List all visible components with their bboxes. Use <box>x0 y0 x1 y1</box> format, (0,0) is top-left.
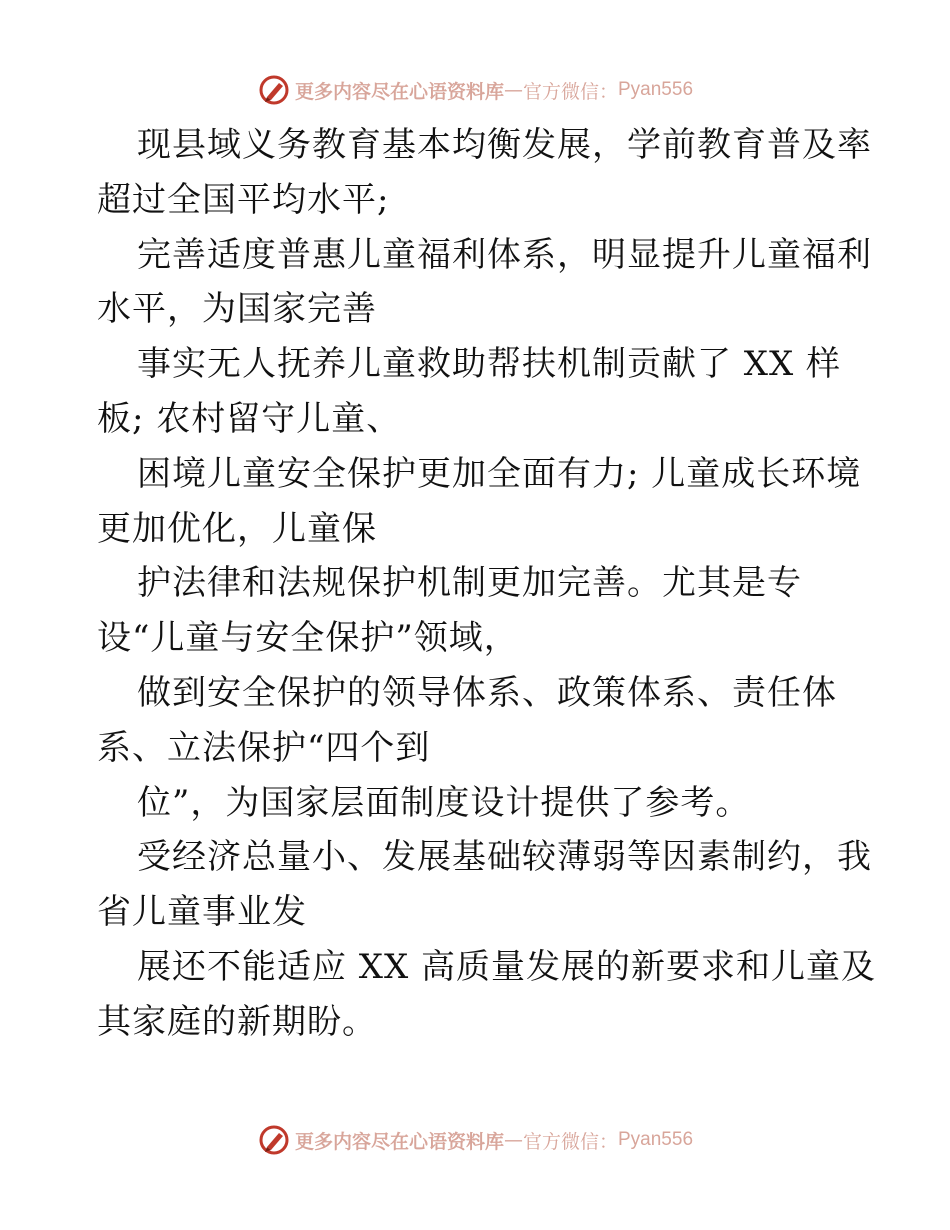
banner-wechat-label: 官方微信： <box>522 1130 618 1153</box>
text-line: 其家庭的新期盼。 <box>97 1001 377 1042</box>
banner-wechat-id: Pyan556 <box>618 79 694 100</box>
text-line: 现县域义务教育基本均衡发展，学前教育普及率 <box>137 125 872 165</box>
banner-site-name: 更多内容尽在心语资料库 <box>294 80 504 103</box>
text-line: 水平，为国家完善 <box>97 289 377 330</box>
text-line: 板; 农村留守儿童、 <box>97 398 402 439</box>
banner-separator: — <box>503 79 523 101</box>
banner-site-name: 更多内容尽在心语资料库 <box>294 1130 504 1153</box>
text-line: 更加优化，儿童保 <box>97 508 377 549</box>
banner-separator: — <box>503 1129 523 1151</box>
text-line: 困境儿童安全保护更加全面有力; 儿童成长环境 <box>137 453 862 494</box>
header-banner <box>0 70 950 110</box>
text-line: 展还不能适应 XX 高质量发展的新要求和儿童及 <box>137 946 877 987</box>
text-line: 省儿童事业发 <box>97 892 307 933</box>
text-line: 事实无人抚养儿童救助帮扶机制贡献了 XX 样 <box>137 344 842 385</box>
text-line: 护法律和法规保护机制更加完善。尤其是专 <box>137 563 802 604</box>
text-line: 位”，为国家层面制度设计提供了参考。 <box>137 782 751 823</box>
banner-wechat-label: 官方微信： <box>522 80 618 103</box>
text-line: 系、立法保护“四个到 <box>97 727 431 768</box>
text-line: 超过全国平均水平; <box>97 179 390 220</box>
text-line: 设“儿童与安全保护”领域， <box>97 618 519 659</box>
text-line: 做到安全保护的领导体系、政策体系、责任体 <box>137 672 837 713</box>
pen-logo-icon <box>257 73 291 107</box>
document-body <box>97 118 877 1050</box>
text-line: 受经济总量小、发展基础较薄弱等因素制约，我 <box>137 837 872 878</box>
banner-wechat-id: Pyan556 <box>618 1129 694 1150</box>
footer-banner <box>0 1120 950 1160</box>
pen-logo-icon <box>257 1123 291 1157</box>
text-line: 完善适度普惠儿童福利体系，明显提升儿童福利 <box>137 234 872 275</box>
